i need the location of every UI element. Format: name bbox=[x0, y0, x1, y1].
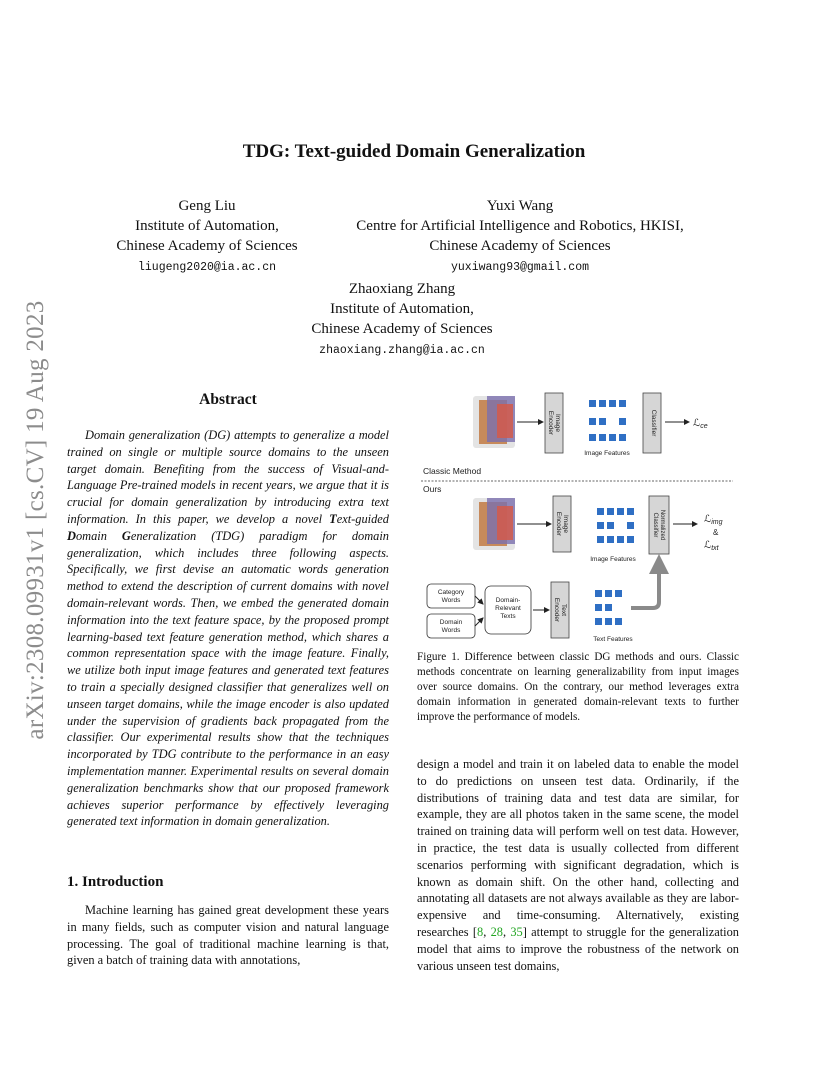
author-affiliation: Institute of Automation, bbox=[135, 218, 279, 234]
arxiv-stamp: arXiv:2308.09931v1 [cs.CV] 19 Aug 2023 bbox=[22, 300, 49, 740]
classic-method-label: Classic Method bbox=[423, 466, 482, 476]
image-features-grid bbox=[597, 508, 634, 543]
author-email[interactable]: zhaoxiang.zhang@ia.ac.cn bbox=[319, 344, 485, 357]
author-email[interactable]: liugeng2020@ia.ac.cn bbox=[137, 261, 277, 274]
text-features-label: Text Features bbox=[593, 636, 633, 643]
image-features-grid bbox=[589, 400, 626, 441]
classifier-label: Classifier bbox=[650, 409, 657, 437]
author-block-2 bbox=[330, 196, 710, 278]
image-features-label: Image Features bbox=[590, 556, 636, 563]
abstract-text: Domain generalization (DG) attempts to generalize a model trained on single or multiple source domains to the unseen target domain. Benefiting from the success of Visual-and-Language Pre-trained models in recent years, we argue that it is crucial for domain generalization by introducing extra text information. In this paper, we develop a novel Text-guided Domain Generalization (TDG) paradigm for domain generalization, which includes three following aspects. Specifically, we first devise an automatic words generation method to extend the description of current domains with novel domain-relevant words. Then, we embed the generated domain information into the text feature space, by the proposed prompt learning-based text feature generation method, which shares a common representation space with the image feature. Finally, we utilize both input image features and generated text features to train a specially designed classifier that generalizes well on unseen target domains, while the image encoder is also updated under the supervision of gradients back propagated from the classifier. Our experimental results show that the techniques incorporated by TDG contribute to the performance in an easy implementation manner. Experimental results on several domain generalization benchmarks show that our proposed framework achieves superior performance by effectively leveraging generated text information in domain generalization. bbox=[67, 428, 389, 829]
loss-txt: ℒ$_{txt}$ bbox=[704, 540, 719, 552]
author-block-1 bbox=[107, 196, 307, 278]
category-words-label: Category Words bbox=[437, 589, 465, 604]
author-affiliation: Institute of Automation, bbox=[330, 301, 474, 317]
author-name: Yuxi Wang bbox=[486, 198, 554, 214]
image-encoder-label: ImageEncoder bbox=[555, 511, 569, 537]
figure-1-diagram bbox=[417, 386, 742, 648]
text-to-classifier-arrow bbox=[631, 562, 659, 608]
author-block-3 bbox=[290, 279, 514, 361]
normalized-classifier-label: NormalizedClassifier bbox=[652, 509, 665, 541]
image-encoder-label: ImageEncoder bbox=[547, 410, 561, 436]
loss-ce: ℒ$_{ce}$ bbox=[693, 418, 708, 430]
abstract-heading: Abstract bbox=[199, 391, 257, 408]
input-images-icon bbox=[473, 498, 515, 550]
author-affiliation: Chinese Academy of Sciences bbox=[116, 238, 298, 254]
loss-img: ℒ$_{img}$ bbox=[704, 514, 723, 526]
author-name: Geng Liu bbox=[178, 198, 236, 214]
paper-title: TDG: Text-guided Domain Generalization bbox=[242, 141, 586, 162]
normalized-classifier-box bbox=[649, 496, 669, 554]
domain-relevant-texts-label: Domain-Relevant Texts bbox=[495, 597, 521, 620]
citation-link[interactable]: 35 bbox=[510, 924, 523, 939]
image-features-label: Image Features bbox=[584, 450, 630, 457]
author-email[interactable]: yuxiwang93@gmail.com bbox=[450, 261, 590, 274]
intro-paragraph-right: design a model and train it on labeled data to enable the model to do predictions on unseen test data. Ordinarily, if the distributions of training data and test data are similar, for example, they are all photos taken in the same scene, the model trained on training data will perform well on test data. However, in practice, the test data is usually collected from different scenarios performing with significant degradation, which is known as domain shift. On the other hand, collecting and annotating all datasets are not always available as they are labor-expensive and time-consuming. Alternatively, existing researches [8, 28, 35] attempt to struggle for the generalization model that aims to improve the robustness of the network on various unseen test domains, bbox=[417, 757, 739, 973]
section-heading-introduction: 1. Introduction bbox=[67, 874, 164, 890]
author-name: Zhaoxiang Zhang bbox=[348, 281, 456, 297]
citation-link[interactable]: 8 bbox=[477, 924, 484, 939]
domain-words-label: Domain Words bbox=[439, 619, 463, 634]
input-images-icon bbox=[473, 396, 515, 448]
author-affiliation: Chinese Academy of Sciences bbox=[429, 238, 611, 254]
ours-label: Ours bbox=[423, 484, 442, 494]
citation-link[interactable]: 28 bbox=[490, 924, 503, 939]
figure-1-caption: Figure 1. Difference between classic DG methods and ours. Classic methods concentrate on learning generalizability from input images over source domains. On the contrary, our method leverages extra domain information in generated domain-relevant texts to further improve the performance of models. bbox=[417, 651, 739, 723]
text-encoder-label: TextEncoder bbox=[553, 597, 567, 623]
author-affiliation: Centre for Artificial Intelligence and Robotics, HKISI, bbox=[356, 218, 684, 234]
author-affiliation: Chinese Academy of Sciences bbox=[311, 321, 493, 337]
category-words-box bbox=[427, 584, 475, 608]
domain-words-box bbox=[427, 614, 475, 638]
intro-paragraph-left: Machine learning has gained great development these years in many fields, such as computer vision and natural language processing. The goal of traditional machine learning is that, given a batch of training data with annotations, bbox=[67, 903, 389, 968]
text-features-grid bbox=[595, 590, 622, 625]
loss-and: & bbox=[713, 528, 719, 537]
